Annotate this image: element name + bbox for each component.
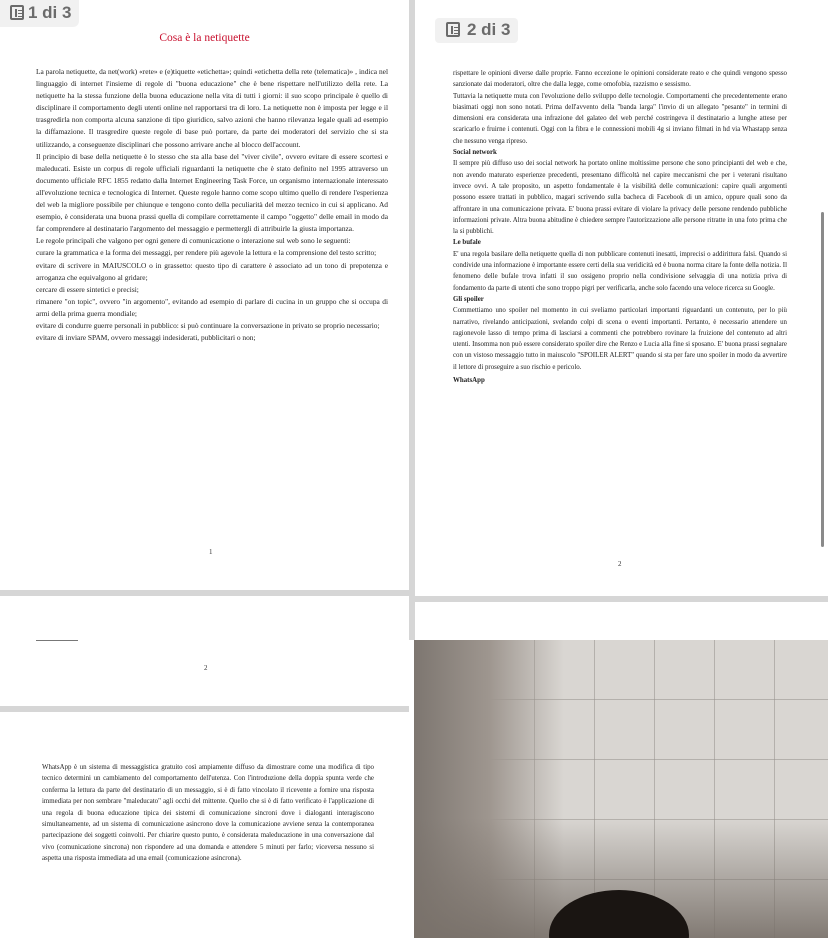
page-2-paragraph: Il sempre più diffuso uso dei social network ha portato online moltissime persone che sono principianti del web e che, non avendo maturato esperienze precedenti, presentano difficoltà nel capire meccanismi che per i veterani risultano invece ovvi. A tale proposito, un aspetto fondamentale è la visibilità delle comunicazioni: capire quali argomenti possono essere trattati in pubblico, magari scrivendo sulla bacheca di Facebook di un amico, oppure quali sono da affrontare in una comunicazione privata. E' buona prassi evitare di violare la privacy delle persone rendendo pubbliche informazioni private. Altra buona abitudine è chiedere sempre l'autorizzazione alle persone ritratte in una foto prima che la si pubblichi. (453, 160, 787, 236)
document-icon (446, 22, 460, 37)
section-heading-bufale: Le bufale (453, 239, 481, 247)
document-icon (10, 5, 24, 20)
page-1[interactable] (0, 0, 409, 590)
page-1-paragraph: evitare di scrivere in MAIUSCOLO o in grassetto: questo tipo di carattere è associato ad un tono di prepotenza e arroganza che equivalgono al gridare; (36, 260, 388, 282)
section-heading-whatsapp: WhatsApp (453, 377, 485, 385)
page-2[interactable] (415, 0, 828, 596)
page-2-paragraph: Commettiamo uno spoiler nel momento in cui sveliamo particolari importanti riguardanti un contenuto, per lo più narrativo, rivelando anticipazioni, svelando colpi di scena o eventi importanti. Pertanto, è necessario attendere un ragionevole lasso di tempo prima di lasciarsi a commenti che potrebbero rovinare la fruizione del contenuto ad altri utenti. Insomma non può essere considerato spoiler dire che Renzo e Lucia alla fine si sposano. E' buona prassi segnalare con un vistoso messaggio tutto in maiuscolo "SPOILER ALERT" quando si sta per fare uno spoiler in modo da avvertire il lettore di proseguire a suo rischio e pericolo. (453, 307, 787, 371)
page-2-badge (435, 18, 518, 43)
section-heading-social-network: Social network (453, 149, 497, 157)
page-1-badge (0, 0, 79, 27)
page-2-paragraph: Tuttavia la netiquette muta con l'evoluzione dello sviluppo delle tecnologie. Comportamenti che precedentemente erano biasimati oggi non sono notati. Prima dell'avvento della "banda larga" l'invio di un allegato "pesante" in termini di dimensioni era considerata una infrazione del galateo del web perché costringeva il destinatario a lunghe attese per scaricarlo e fruirne i contenuti. Oggi con la fibra e le connessioni mobili 4g si inviano filmati in hd via Whastapp senza che nessuno venga ripreso. (453, 92, 787, 145)
page-4-body (42, 762, 374, 865)
page-2-badge-label: 2 di 3 (467, 20, 511, 39)
page-1-paragraph: Le regole principali che valgono per ogni genere di comunicazione o interazione sul web sono le seguenti: (36, 236, 351, 246)
text-remnant (36, 640, 78, 641)
page-1-paragraph: curare la grammatica e la forma dei messaggi, per rendere più agevole la lettura e la comprensione del testo scritto; (36, 248, 377, 258)
page-3-partial (0, 596, 409, 706)
page-2-paragraph: E' una regola basilare della netiquette quella di non pubblicare contenuti inesatti, imprecisi o addirittura falsi. Quando si condivide una informazione è importante essere certi della sua veridicità ed è buona norma citare la fonte della notizia. Il fenomeno delle bufale trova infatti il suo ossigeno proprio nella condivisione selvaggia di una notizia priva di fondamento da parte di utenti che sono troppo pigri per verificarla, anche solo facendo una veloce ricerca su Google. (453, 250, 787, 292)
page-2-body (453, 68, 787, 386)
page-1-paragraph: La parola netiquette, da net(work) «rete» e (e)tiquette «etichetta»; quindi «etichetta della rete (telematica)» , indica nel linguaggio di internet l'insieme di regole di "buona educazione" che è bene rispettare nell'utilizzo della rete. La netiquette ha la stessa funzione della buona educazione nella vita di tutti i giorni: il suo scopo principale è quello di disciplinare il comportamento degli utenti online nel rapportarsi tra di loro. La netiquette non è imposta per legge e il trasgredirla non comporta alcuna sanzione di tipo giuridico, salvo azioni che hanno rilevanza legale quali ad esempio la diffamazione. Il trasgredire queste regole di base può portare, da parte dei moderatori del servizio che si sta utilizzando, a conseguenze disciplinari che possono arrivare anche al blocco dell'account. (36, 67, 388, 149)
page-1-paragraph: evitare di inviare SPAM, ovvero messaggi indesiderati, pubblicitari o non; (36, 333, 256, 343)
scrollbar-thumb[interactable] (821, 212, 824, 547)
page-1-badge-label: 1 di 3 (28, 3, 72, 22)
page-1-body (36, 66, 388, 344)
page-1-paragraph: cercare di essere sintetici e precisi; (36, 284, 139, 294)
page-1-paragraph: Il principio di base della netiquette è lo stesso che sta alla base del "viver civile", ovvero evitare di essere scortesi e maleducati. Esiste un corpus di regole ufficiali riguardanti la netiquette che è stato definito nel 1995 attraverso un documento ufficiale RFC 1855 redatto dalla Internet Engineering Task Force, un organismo internazionale interessato all'evoluzione tecnica e tecnologica di Internet. Queste regole hanno come scopo ultimo quello di rendere l'esperienza del web la migliore possibile per chiunque e tengono conto della peculiarità del mezzo tecnico in cui si applicano. Ad esempio, è considerata una buona prassi quella di compilare correttamente il campo "oggetto" delle email in modo da far comprendere al destinatario l'argomento del messaggio e permettergli di attribuirle la giusta importanza. (36, 151, 388, 234)
page-4[interactable] (0, 712, 409, 938)
page-4-paragraph: WhatsApp è un sistema di messaggistica gratuito così ampiamente diffuso da dimostrare come una modifica di tipo tecnico determini un cambiamento del comportamento dell'utenza. Con l'introduzione della doppia spunta verde che conferma la lettura da parte del destinatario di un messaggio, si è di fatto vincolato il ricevente a fornire una risposta immediata per non sembrare "maleducato" agli occhi del mittente. Quello che si è di fatto verificato è l'applicazione di una regola di buona educazione tipica dei sistemi di comunicazione sincroni dove i dialoganti interagiscono simultaneamente, ad un sistema di comunicazione asincrono dove la comunicazione avviene senza la contemporanea partecipazione dei soggetti coinvolti. Per chiarire questo punto, è considerata maleducazione in una conversazione dal vivo (comunicazione sincrona) non rispondere ad una domanda e attendere 5 minuti per farlo; viceversa nessuno si aspetta una risposta immediata ad una email (comunicazione asincrona). (42, 764, 374, 863)
page-1-paragraph: rimanere "on topic", ovvero "in argomento", evitando ad esempio di parlare di cucina in un gruppo che si occupa di armi della prima guerra mondiale; (36, 296, 388, 318)
page-2-paragraph: rispettare le opinioni diverse dalle proprie. Fanno eccezione le opinioni considerate reato e che quindi vengono spesso sanzionate dai moderatori, oltre che dalla legge, come omofobia, razzismo e sessismo. (453, 70, 787, 89)
camera-photo (414, 640, 828, 938)
page-gap-right (415, 596, 828, 602)
page-1-title: Cosa è la netiquette (159, 32, 250, 44)
section-heading-spoiler: Gli spoiler (453, 295, 484, 303)
page-2-number: 2 (618, 560, 622, 568)
page-1-number: 1 (209, 548, 213, 556)
page-1-paragraph: evitare di condurre guerre personali in pubblico: si può continuare la conversazione in privato se proprio necessario; (36, 320, 380, 330)
page-3-number: 2 (204, 664, 208, 672)
